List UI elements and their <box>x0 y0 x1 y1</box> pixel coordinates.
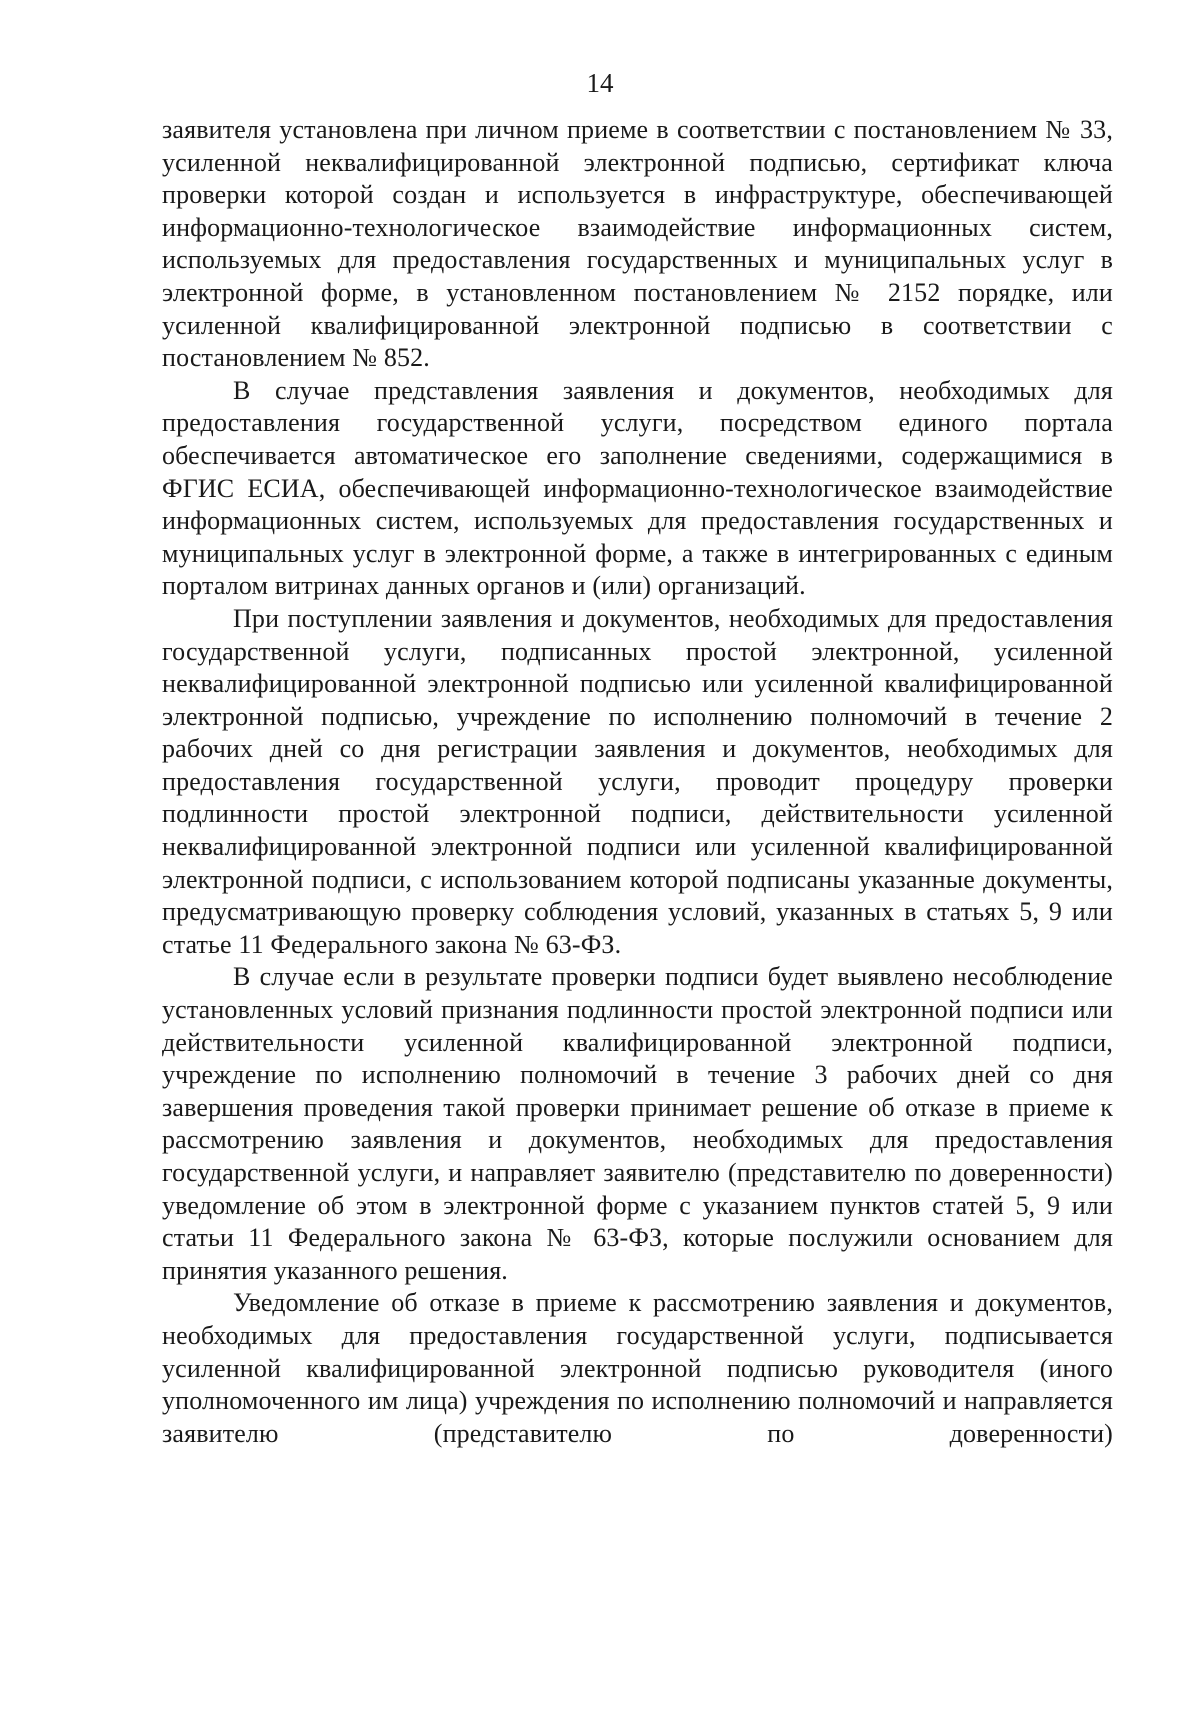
paragraph-signature-verification: При поступлении заявления и документов, необходимых для предоставления государственной услуги, подписанных простой электронной, усиленной неквалифицированной электронной подписью или усиленной квалифицированной электронной подписью, учреждение по исполнению полномочий в течение 2 рабочих дней со дня регистрации заявления и документов, необходимых для предоставления государственной услуги, проводит процедуру проверки подлинности простой электронной подписи, действительности усиленной неквалифицированной электронной подписи или усиленной квалифицированной электронной подписи, с использованием которой подписаны указанные документы, предусматривающую проверку соблюдения условий, указанных в статьях 5, 9 или статье 11 Федерального закона № 63-ФЗ. <box>162 603 1113 959</box>
paragraph-refusal-notice: Уведомление об отказе в приеме к рассмотрению заявления и документов, необходимых для предоставления государственной услуги, подписывается усиленной квалифицированной электронной подписью руководителя (иного уполномоченного им лица) учреждения по исполнению полномочий и направляется заявителю (представителю по доверенности) <box>162 1288 1113 1448</box>
paragraph-continuation: заявителя установлена при личном приеме в соответствии с постановлением № 33, усиленной неквалифицированной электронной подписью, сертификат ключа проверки которой создан и используется в инфраструктуре, обеспечивающей информационно-технологическое взаимодействие информационных систем, используемых для предоставления государственных и муниципальных услуг в электронной форме, в установленном постановлением № 2152 порядке, или усиленной квалифицированной электронной подписью в соответствии с постановлением № 852. <box>162 115 1113 373</box>
document-body <box>162 114 1113 1450</box>
paragraph-verification-failure: В случае если в результате проверки подписи будет выявлено несоблюдение установленных условий признания подлинности простой электронной подписи или действительности усиленной квалифицированной электронной подписи, учреждение по исполнению полномочий в течение 3 рабочих дней со дня завершения проведения такой проверки принимает решение об отказе в приеме к рассмотрению заявления и документов, необходимых для предоставления государственной услуги, и направляет заявителю (представителю по доверенности) уведомление об этом в электронной форме с указанием пунктов статей 5, 9 или статьи 11 Федерального закона № 63-ФЗ, которые послужили основанием для принятия указанного решения. <box>162 962 1113 1285</box>
paragraph-esia-autofill: В случае представления заявления и документов, необходимых для предоставления государственной услуги, посредством единого портала обеспечивается автоматическое его заполнение сведениями, содержащимися в ФГИС ЕСИА, обеспечивающей информационно-технологическое взаимодействие информационных систем, используемых для предоставления государственных и муниципальных услуг в электронной форме, а также в интегрированных с единым порталом витринах данных органов и (или) организаций. <box>162 375 1113 601</box>
page-number: 14 <box>586 68 614 98</box>
